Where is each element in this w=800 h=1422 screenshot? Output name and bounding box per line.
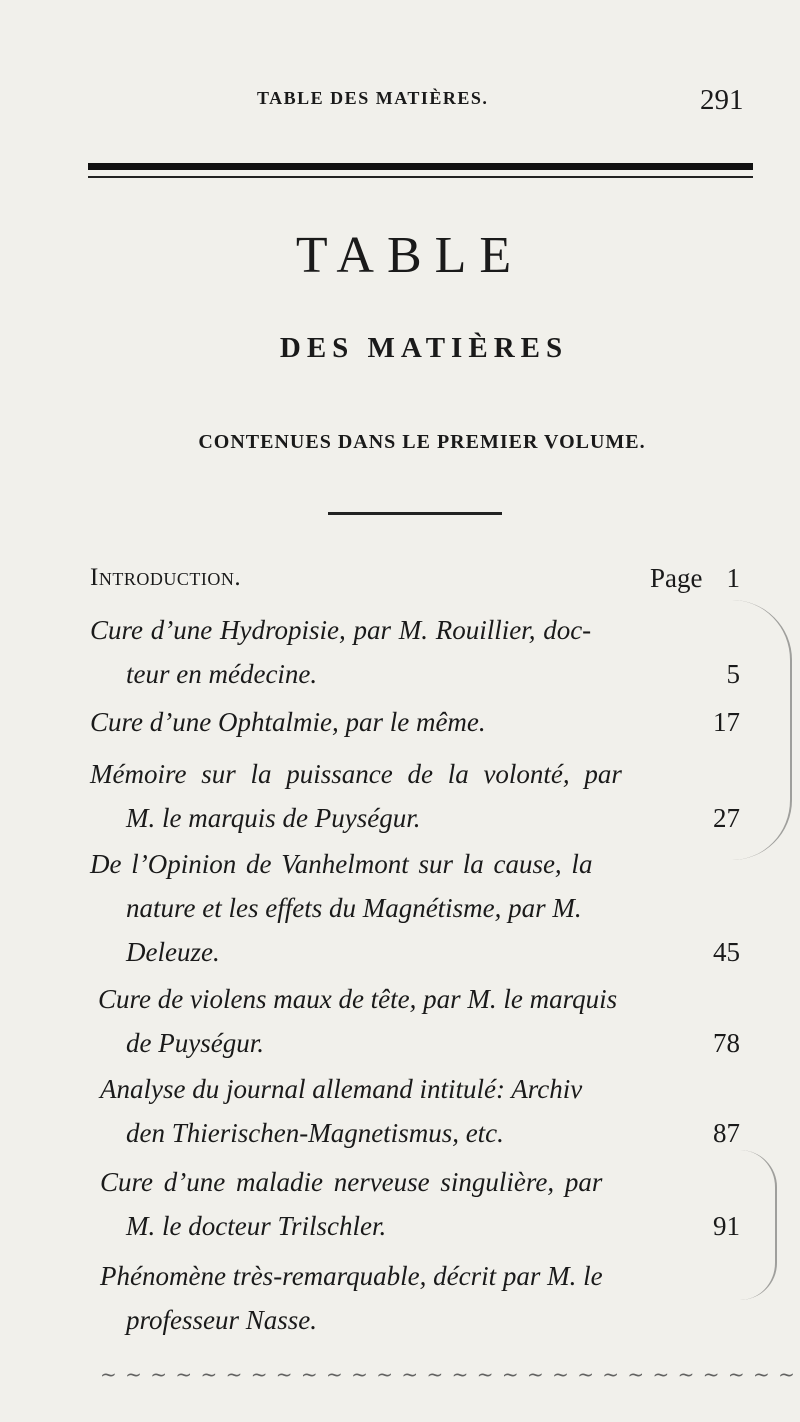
header-rule-thin [88,176,753,178]
running-title: TABLE DES MATIÈRES. [257,88,489,108]
toc-entry-line: professeur Nasse. [126,1305,318,1335]
toc-entry-line: Cure d’une maladie nerveuse singulière, par [100,1167,603,1197]
toc-entry [90,1067,740,1155]
toc-entry [90,842,740,974]
toc-page-number: 45 [713,937,740,967]
toc-entry [90,608,740,696]
toc-entry-line: Mémoire sur la puissance de la volonté, par [90,759,622,789]
toc-page-number: 91 [713,1211,740,1241]
toc-entry-line: M. le docteur Trilschler. [126,1211,387,1241]
toc-entry-line: nature et les effets du Magnétisme, par M. [126,893,582,923]
toc-page-number: 78 [713,1028,740,1058]
toc-entry-line: M. le marquis de Puységur. [126,803,421,833]
toc-page-number: 5 [726,659,740,689]
toc-entry [90,1160,740,1248]
toc-page-number: 27 [713,803,740,833]
contents-heading: CONTENUES DANS LE PREMIER VOLUME. [198,431,646,453]
toc-entry-title: Introduction. [90,564,242,591]
toc-page-number: 1 [726,563,740,593]
margin-pencil-mark [740,1150,777,1300]
toc-entry-line: Cure d’une Ophtalmie, par le même. [90,707,486,737]
toc-entry-line: Deleuze. [126,937,220,967]
toc-entry-line: den Thierischen-Magnetismus, etc. [126,1118,504,1148]
header-rule-thick [88,163,753,170]
toc-entry-line: Analyse du journal allemand intitulé: Archiv [100,1074,583,1104]
margin-pencil-mark [730,600,792,860]
toc-entry [90,700,740,744]
toc-page-number: 87 [713,1118,740,1148]
main-title: TABLE [295,227,525,284]
toc-entry-line: de Puységur. [126,1028,264,1058]
toc-entry-line: Phénomène très-remarquable, décrit par M. le [100,1261,603,1291]
page-number: 291 [700,84,744,116]
toc-entry-line: Cure d’une Hydropisie, par M. Rouillier, doc- [90,615,592,645]
toc-entry [90,752,740,840]
toc-entry [90,1254,740,1342]
toc-entry-line: teur en médecine. [126,659,318,689]
toc-entry-line: De l’Opinion de Vanhelmont sur la cause, la [90,849,593,879]
toc-entry [90,977,740,1065]
page-label: Page [650,563,703,593]
divider-rule [328,512,502,515]
toc-entry-line: Cure de violens maux de tête, par M. le marquis [98,984,618,1014]
toc-entry-introduction [90,556,740,600]
toc-page-number: 17 [713,707,740,737]
handwritten-annotation: ~ ~ ~ ~ ~ ~ ~ ~ ~ ~ ~ ~ ~ ~ ~ ~ ~ ~ ~ ~ ~ ~ ~ ~ ~ ~ ~ ~ [100,1362,796,1386]
subtitle: DES MATIÈRES [279,332,569,364]
